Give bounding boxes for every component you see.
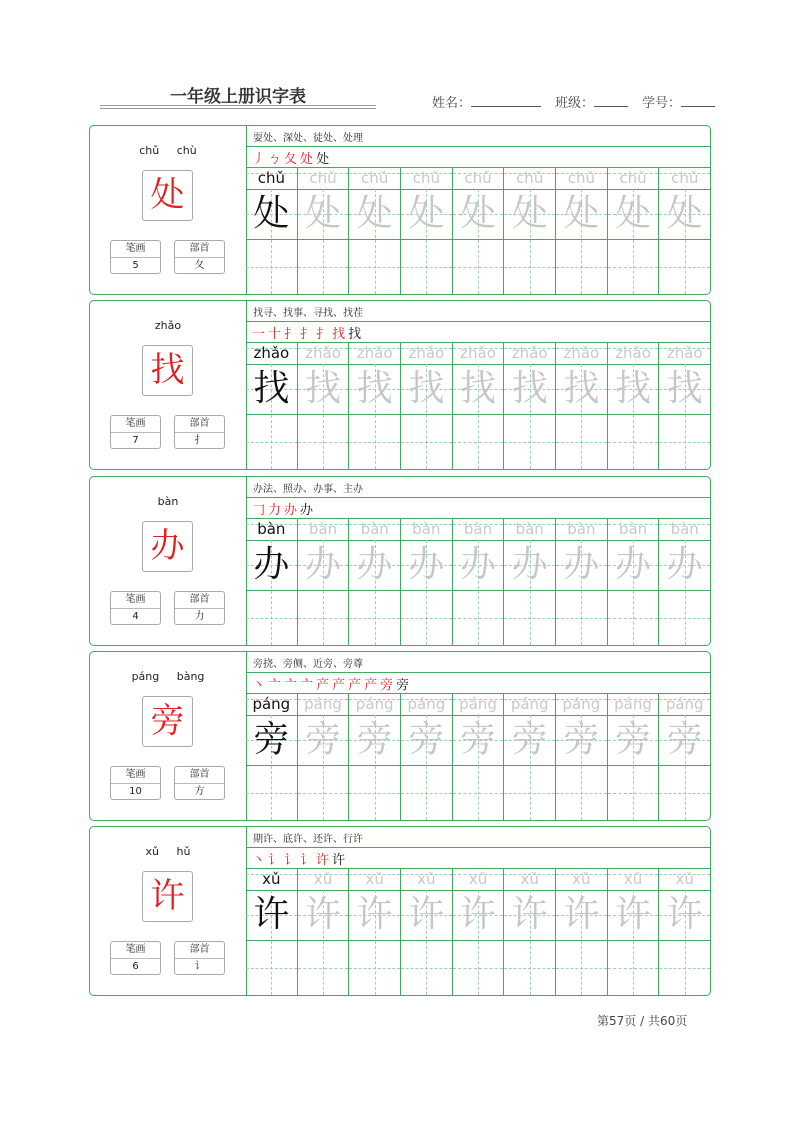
stroke-step: 找 [332, 327, 346, 342]
stroke-step: 力 [268, 503, 282, 518]
practice-pinyin: páng [355, 695, 394, 713]
practice-character: 许 [615, 894, 652, 935]
stroke-count-value: 5 [132, 260, 139, 271]
practice-pinyin: zhǎo [253, 344, 290, 362]
practice-pinyin: xǔ [520, 870, 539, 888]
practice-character: 处 [305, 193, 342, 234]
practice-pinyin: páng [407, 695, 446, 713]
radical-label: 部首 [175, 592, 224, 609]
radical-box [174, 941, 225, 975]
practice-character: 旁 [460, 719, 497, 760]
practice-character: 办 [666, 544, 703, 585]
practice-character: 许 [511, 894, 548, 935]
stroke-count-box [110, 941, 161, 975]
practice-character: 旁 [408, 719, 445, 760]
practice-pinyin: páng [510, 695, 549, 713]
practice-character: 旁 [356, 719, 393, 760]
practice-character: 许 [666, 894, 703, 935]
stroke-step: 扌 [300, 327, 314, 342]
practice-cell[interactable] [658, 518, 710, 645]
practice-character: 找 [253, 368, 290, 409]
practice-cell[interactable] [246, 693, 297, 820]
stroke-order [252, 323, 364, 342]
practice-pinyin: páng [562, 695, 601, 713]
practice-cell[interactable] [297, 342, 349, 469]
practice-character: 办 [460, 544, 497, 585]
practice-pinyin: zhǎo [305, 344, 341, 362]
practice-character: 找 [356, 368, 393, 409]
stroke-step: 扌 [316, 327, 330, 342]
practice-cell[interactable] [555, 167, 607, 294]
stroke-step: 𠃌 [252, 503, 266, 518]
practice-character: 旁 [253, 719, 290, 760]
field-blank-line[interactable] [681, 94, 715, 107]
practice-pinyin: chǔ [567, 169, 595, 187]
practice-pinyin: páng [252, 695, 291, 713]
stroke-step: ㄅ [268, 152, 282, 167]
practice-pinyin: chǔ [619, 169, 647, 187]
practice-cell[interactable] [297, 518, 349, 645]
radical-value: 力 [194, 611, 205, 622]
example-words: 找寻、找事、寻找、找茬 [253, 308, 363, 319]
practice-character: 找 [511, 368, 548, 409]
practice-cell[interactable] [607, 342, 659, 469]
practice-cell[interactable] [607, 868, 659, 995]
field-label: 学号： [642, 96, 682, 111]
practice-cell[interactable] [348, 518, 400, 645]
character-display: 许 [142, 871, 193, 922]
stroke-count-box [110, 591, 161, 625]
practice-cell[interactable] [297, 868, 349, 995]
field-label: 班级： [555, 96, 595, 111]
practice-cell[interactable] [658, 167, 710, 294]
practice-cell[interactable] [607, 167, 659, 294]
radical-box [174, 591, 225, 625]
stroke-order [252, 499, 316, 518]
practice-grid [246, 693, 710, 820]
practice-character: 处 [511, 193, 548, 234]
title-rule [100, 108, 376, 109]
practice-pinyin: xǔ [313, 870, 333, 888]
stroke-step: 办 [300, 503, 314, 518]
character-display: 旁 [142, 696, 193, 747]
character-pinyin: bàn [157, 495, 179, 508]
practice-character: 旁 [305, 719, 342, 760]
practice-cell[interactable] [555, 693, 607, 820]
stroke-step: 旁 [396, 678, 410, 693]
stroke-step: 亠 [300, 678, 314, 693]
character-pinyin: xǔ hǔ [145, 845, 191, 858]
practice-character: 找 [666, 368, 703, 409]
stroke-step: 产 [348, 678, 362, 693]
example-words: 办法、照办、办事、主办 [253, 484, 363, 495]
practice-cell[interactable] [452, 342, 504, 469]
stroke-step: 丿 [252, 152, 266, 167]
practice-pinyin: zhǎo [563, 344, 600, 362]
practice-cell[interactable] [658, 342, 710, 469]
character-info-panel [90, 126, 247, 294]
practice-character: 办 [511, 544, 548, 585]
practice-cell[interactable] [400, 518, 452, 645]
practice-pinyin: chǔ [257, 169, 285, 187]
practice-character: 找 [408, 368, 445, 409]
practice-pinyin: zhǎo [356, 344, 393, 362]
practice-pinyin: chǔ [412, 169, 440, 187]
practice-pinyin: chǔ [464, 169, 492, 187]
page-number: 第57页 / 共60页 [597, 1014, 688, 1028]
stroke-step: 产 [316, 678, 330, 693]
practice-pinyin: zhǎo [408, 344, 445, 362]
practice-pinyin: chǔ [361, 169, 389, 187]
practice-pinyin: xǔ [365, 870, 384, 888]
practice-cell[interactable] [400, 693, 452, 820]
character-pinyin: zhǎo [154, 319, 182, 332]
radical-box [174, 415, 225, 449]
practice-grid [246, 868, 710, 995]
practice-cell[interactable] [658, 693, 710, 820]
practice-character: 办 [563, 544, 600, 585]
practice-character: 旁 [511, 719, 548, 760]
practice-character: 办 [356, 544, 393, 585]
practice-pinyin: zhǎo [615, 344, 651, 362]
practice-character: 许 [253, 894, 290, 935]
practice-cell[interactable] [555, 342, 607, 469]
character-card [89, 300, 711, 470]
character-display: 处 [142, 170, 193, 221]
practice-grid [246, 167, 710, 294]
practice-cell[interactable] [658, 868, 710, 995]
character-pinyin: páng bàng [131, 670, 205, 683]
student-info-fields [432, 92, 729, 111]
character-card [89, 476, 711, 646]
practice-character: 处 [460, 193, 497, 234]
practice-cell[interactable] [348, 167, 400, 294]
practice-character: 许 [563, 894, 600, 935]
practice-pinyin: bàn [360, 520, 389, 538]
practice-pinyin: bàn [463, 520, 493, 538]
practice-character: 旁 [615, 719, 652, 760]
practice-pinyin: xǔ [572, 870, 591, 888]
practice-cell[interactable] [246, 342, 297, 469]
stroke-step: 一 [252, 327, 266, 342]
stroke-count-label: 笔画 [111, 942, 160, 959]
field-label: 姓名： [432, 96, 472, 111]
practice-cell[interactable] [400, 167, 452, 294]
practice-pinyin: zhǎo [666, 344, 703, 362]
stroke-step: 产 [364, 678, 378, 693]
character-card [89, 826, 711, 996]
practice-cell[interactable] [246, 167, 297, 294]
row-divider [246, 146, 710, 147]
stroke-step: 扌 [284, 327, 298, 342]
character-card [89, 651, 711, 821]
title-rule [100, 105, 376, 106]
character-display: 办 [142, 521, 193, 572]
practice-pinyin: zhǎo [460, 344, 496, 362]
stroke-step: 旁 [380, 678, 394, 693]
practice-cell[interactable] [452, 518, 504, 645]
practice-cell[interactable] [297, 693, 349, 820]
example-words: 耍处、深处、徒处、处理 [253, 133, 363, 144]
radical-label: 部首 [175, 241, 224, 258]
stroke-step: 讠 [300, 853, 314, 868]
practice-cell[interactable] [503, 693, 555, 820]
row-divider [246, 497, 710, 498]
practice-pinyin: chǔ [671, 169, 699, 187]
radical-box [174, 766, 225, 800]
practice-pinyin: páng [459, 695, 497, 713]
stroke-step: 许 [332, 853, 346, 868]
field-blank-line[interactable] [594, 94, 628, 107]
stroke-count-value: 7 [132, 435, 139, 446]
practice-cell[interactable] [607, 693, 659, 820]
practice-character: 找 [615, 368, 652, 409]
stroke-count-label: 笔画 [111, 767, 160, 784]
practice-pinyin: bàn [257, 520, 286, 538]
practice-grid [246, 342, 710, 469]
practice-cell[interactable] [503, 342, 555, 469]
practice-pinyin: zhǎo [511, 344, 548, 362]
practice-cell[interactable] [452, 868, 504, 995]
stroke-step: 许 [316, 853, 330, 868]
example-words: 旁挠、旁侧、近旁、旁尊 [253, 659, 363, 670]
stroke-step: 处 [316, 152, 330, 167]
stroke-count-label: 笔画 [111, 241, 160, 258]
practice-pinyin: bàn [515, 520, 544, 538]
practice-cell[interactable] [400, 868, 452, 995]
row-divider [246, 321, 710, 322]
practice-cell[interactable] [607, 518, 659, 645]
practice-pinyin: xǔ [262, 870, 281, 888]
practice-pinyin: bàn [567, 520, 596, 538]
practice-character: 处 [356, 193, 393, 234]
practice-character: 处 [408, 193, 445, 234]
character-info-panel [90, 652, 247, 820]
radical-label: 部首 [175, 767, 224, 784]
character-card [89, 125, 711, 295]
practice-character: 许 [408, 894, 445, 935]
practice-pinyin: bàn [670, 520, 699, 538]
stroke-count-value: 4 [132, 611, 139, 622]
practice-cell[interactable] [246, 868, 297, 995]
stroke-step: 十 [268, 327, 282, 342]
practice-character: 办 [305, 544, 342, 585]
practice-pinyin: bàn [412, 520, 441, 538]
practice-cell[interactable] [503, 868, 555, 995]
stroke-count-box [110, 415, 161, 449]
practice-character: 许 [305, 894, 342, 935]
practice-pinyin: bàn [618, 520, 648, 538]
example-words: 期许、底许、还许、行许 [253, 834, 363, 845]
stroke-order [252, 148, 332, 167]
radical-value: 夂 [194, 260, 205, 271]
practice-cell[interactable] [452, 167, 504, 294]
practice-character: 旁 [563, 719, 600, 760]
practice-pinyin: bàn [308, 520, 338, 538]
practice-character: 办 [615, 544, 652, 585]
practice-character: 找 [305, 368, 342, 409]
practice-character: 找 [563, 368, 600, 409]
practice-pinyin: páng [614, 695, 652, 713]
practice-character: 找 [460, 368, 497, 409]
stroke-step: 处 [300, 152, 314, 167]
practice-cell[interactable] [348, 693, 400, 820]
stroke-count-label: 笔画 [111, 416, 160, 433]
stroke-count-value: 10 [129, 786, 142, 797]
practice-character: 许 [460, 894, 497, 935]
stroke-step: 丶 [252, 678, 266, 693]
stroke-step: 办 [284, 503, 298, 518]
practice-cell[interactable] [297, 167, 349, 294]
stroke-count-box [110, 766, 161, 800]
stroke-order [252, 849, 348, 868]
practice-cell[interactable] [555, 868, 607, 995]
stroke-step: 产 [332, 678, 346, 693]
stroke-step: 亠 [268, 678, 282, 693]
stroke-count-value: 6 [132, 961, 139, 972]
practice-pinyin: xǔ [675, 870, 694, 888]
practice-pinyin: xǔ [417, 870, 436, 888]
stroke-step: 讠 [284, 853, 298, 868]
stroke-step: 找 [348, 327, 362, 342]
stroke-step: 亠 [284, 678, 298, 693]
practice-cell[interactable] [503, 167, 555, 294]
practice-pinyin: xǔ [623, 870, 643, 888]
practice-character: 处 [615, 193, 652, 234]
field-blank-line[interactable] [471, 94, 541, 107]
practice-pinyin: páng [304, 695, 342, 713]
radical-label: 部首 [175, 416, 224, 433]
stroke-count-label: 笔画 [111, 592, 160, 609]
practice-cell[interactable] [555, 518, 607, 645]
character-display: 找 [142, 345, 193, 396]
character-pinyin: chǔ chù [139, 144, 197, 157]
practice-character: 处 [666, 193, 703, 234]
stroke-order [252, 674, 412, 693]
practice-character: 许 [356, 894, 393, 935]
radical-box [174, 240, 225, 274]
radical-value: 讠 [194, 961, 205, 972]
row-divider [246, 847, 710, 848]
stroke-count-box [110, 240, 161, 274]
radical-value: 方 [194, 786, 205, 797]
practice-character: 办 [408, 544, 445, 585]
practice-pinyin: xǔ [468, 870, 488, 888]
practice-pinyin: chǔ [516, 169, 544, 187]
practice-grid [246, 518, 710, 645]
character-info-panel [90, 301, 247, 469]
practice-cell[interactable] [452, 693, 504, 820]
row-divider [246, 672, 710, 673]
practice-cell[interactable] [348, 342, 400, 469]
practice-cell[interactable] [503, 518, 555, 645]
practice-cell[interactable] [348, 868, 400, 995]
radical-value: 扌 [194, 435, 205, 446]
practice-character: 处 [253, 193, 290, 234]
practice-character: 处 [563, 193, 600, 234]
practice-pinyin: chǔ [309, 169, 337, 187]
stroke-step: 丶 [252, 853, 266, 868]
practice-cell[interactable] [246, 518, 297, 645]
stroke-step: 夂 [284, 152, 298, 167]
stroke-step: 讠 [268, 853, 282, 868]
practice-character: 旁 [666, 719, 703, 760]
practice-pinyin: páng [665, 695, 704, 713]
worksheet-title: 一年级上册识字表 [170, 87, 306, 107]
character-info-panel [90, 827, 247, 995]
practice-cell[interactable] [400, 342, 452, 469]
practice-character: 办 [253, 544, 290, 585]
radical-label: 部首 [175, 942, 224, 959]
character-info-panel [90, 477, 247, 645]
